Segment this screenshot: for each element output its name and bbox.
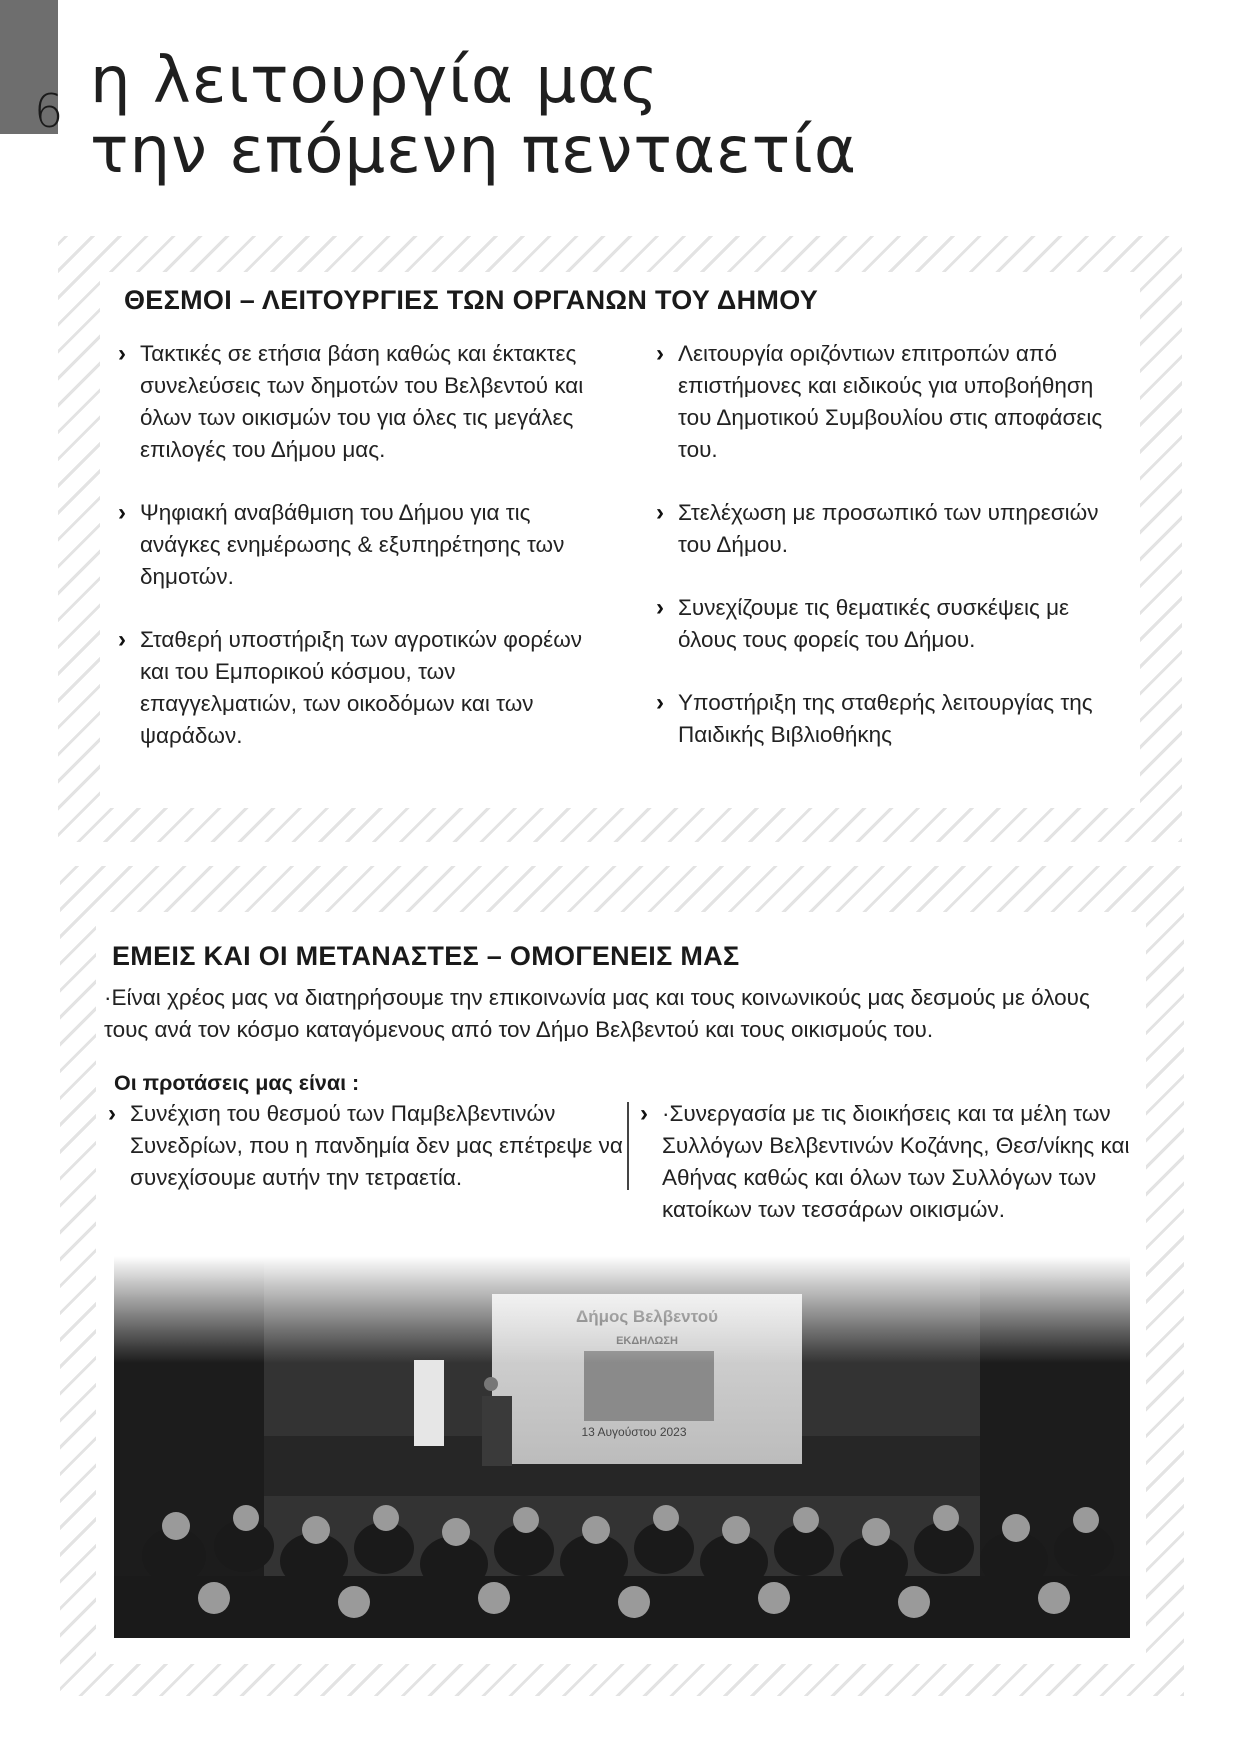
section1-left-column	[116, 338, 602, 752]
section1-heading: ΘΕΣΜΟΙ – ΛΕΙΤΟΥΡΓΙΕΣ ΤΩΝ ΟΡΓΑΝΩΝ ΤΟΥ ΔΗΜΟΥ	[124, 285, 819, 315]
list-item	[106, 1098, 626, 1194]
list-item	[116, 338, 602, 466]
chevron-right-icon: ›	[656, 340, 664, 367]
section2-left-column	[106, 1098, 626, 1194]
list-item-text: Υποστήριξη της σταθερής λειτουργίας της Παιδικής Βιβλιοθήκης	[678, 690, 1093, 747]
chevron-right-icon: ›	[656, 594, 664, 621]
list-item	[654, 338, 1130, 466]
list-item	[654, 497, 1130, 561]
page-title	[90, 46, 857, 186]
section2-heading: ΕΜΕΙΣ ΚΑΙ ΟΙ ΜΕΤΑΝΑΣΤΕΣ – ΟΜΟΓΕΝΕΙΣ ΜΑΣ	[112, 941, 740, 971]
photo-top-fade	[114, 1256, 1130, 1638]
event-photo-illustration	[114, 1256, 1130, 1638]
list-item	[654, 687, 1130, 751]
list-item-text: Συνέχιση του θεσμού των Παμβελβεντινών Συνεδρίων, που η πανδημία δεν μας επέτρεψε να συνεχίσουμε αυτήν την τετραετία.	[130, 1101, 623, 1190]
section1-right-column	[654, 338, 1130, 751]
list-item	[654, 592, 1130, 656]
section2-right-column	[638, 1098, 1138, 1226]
list-item-text: Ψηφιακή αναβάθμιση του Δήμου για τις ανάγκες ενημέρωσης & εξυπηρέτησης των δημοτών.	[140, 500, 565, 589]
chevron-right-icon: ›	[118, 340, 126, 367]
chevron-right-icon: ›	[656, 499, 664, 526]
list-item-text: Στελέχωση με προσωπικό των υπηρεσιών του Δήμου.	[678, 500, 1099, 557]
chevron-right-icon: ›	[656, 689, 664, 716]
list-item	[638, 1098, 1138, 1226]
page-number: 6	[34, 84, 64, 138]
list-item-text: Σταθερή υποστήριξη των αγροτικών φορέων και του Εμπορικού κόσμου, των επαγγελματιών, των οικοδόμων και των ψαράδων.	[140, 627, 583, 748]
list-item-text: ·Συνεργασία με τις διοικήσεις και τα μέλη των Συλλόγων Βελβεντινών Κοζάνης, Θεσ/νίκης και Αθήνας καθώς και όλων των Συλλόγων των κατοίκων των τεσσάρων οικισμών.	[662, 1101, 1130, 1222]
column-divider	[627, 1102, 629, 1190]
chevron-right-icon: ›	[118, 626, 126, 653]
page-title-line-2: την επόμενη πενταετία	[90, 114, 857, 188]
list-item	[116, 624, 602, 752]
chevron-right-icon: ›	[118, 499, 126, 526]
chevron-right-icon: ›	[640, 1100, 648, 1127]
list-item-text: Τακτικές σε ετήσια βάση καθώς και έκτακτες συνελεύσεις των δημοτών του Βελβεντού και όλων των οικισμών του για όλες τις μεγάλες επιλογές του Δήμου μας.	[140, 341, 584, 462]
proposals-label: Οι προτάσεις μας είναι :	[114, 1071, 360, 1095]
list-item-text: Λειτουργία οριζόντιων επιτροπών από επιστήμονες και ειδικούς για υποβοήθηση του Δημοτικού Συμβουλίου στις αποφάσεις του.	[678, 341, 1103, 462]
event-photo	[114, 1256, 1130, 1638]
page-title-line-1: η λειτουργία μας	[90, 44, 659, 118]
chevron-right-icon: ›	[108, 1100, 116, 1127]
list-item	[116, 497, 602, 593]
section2-intro-text: ·Είναι χρέος μας να διατηρήσουμε την επικοινωνία μας και τους κοινωνικούς μας δεσμούς με όλους τους ανά τον κόσμο καταγόμενους από τον Δήμο Βελβεντού και τους οικισμούς του.	[104, 985, 1090, 1042]
list-item-text: Συνεχίζουμε τις θεματικές συσκέψεις με όλους τους φορείς του Δήμου.	[678, 595, 1070, 652]
